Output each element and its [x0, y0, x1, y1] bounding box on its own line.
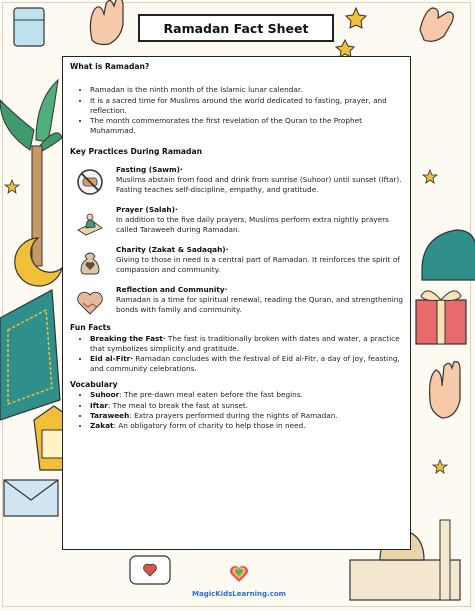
star-icon: [346, 8, 366, 28]
section-heading-practices: Key Practices During Ramadan: [70, 146, 202, 156]
list-item: [90, 401, 404, 411]
term: Taraweeh: [90, 410, 130, 420]
list-item: [90, 334, 404, 354]
glass-icon: [14, 8, 44, 46]
practice-text: In addition to the five daily prayers, Muslims perform extra nightly prayers called Taraweeh during Ramadan.: [116, 215, 389, 235]
palm-tree-icon: [0, 80, 62, 266]
term: Iftar: [90, 400, 108, 410]
practice-fasting: [70, 165, 404, 196]
envelope-icon: [4, 480, 58, 516]
definition: : An obligatory form of charity to help those in need.: [113, 420, 306, 430]
section-heading-vocabulary: Vocabulary: [70, 379, 118, 389]
practice-title: Charity (Zakat & Sadaqah)·: [116, 245, 229, 255]
list-item: [90, 390, 404, 400]
list-item: [90, 354, 404, 374]
practice-charity: [70, 245, 404, 276]
term: Eid al-Fitr·: [90, 353, 134, 363]
practice-title: Reflection and Community·: [116, 285, 228, 295]
speech-bubble-icon: [130, 556, 170, 584]
gift-box-icon: [416, 291, 466, 344]
practice-text: Muslims abstain from food and drink from sunrise (Suhoor) until sunset (Iftar). Fasting teaches self-discipline, empathy, and gratitude.: [116, 175, 402, 195]
section-heading-what: What is Ramadan?: [70, 62, 150, 71]
star-icon: [433, 460, 447, 473]
hand-icon: [420, 8, 453, 41]
hand-icon: [430, 362, 460, 418]
footer: [184, 565, 294, 598]
title-box: [138, 14, 334, 42]
list-item: [90, 411, 404, 421]
term: Breaking the Fast·: [90, 333, 166, 343]
vocabulary-list: [70, 390, 404, 430]
section-heading-fun-facts: Fun Facts: [70, 323, 111, 333]
hand-icon: [90, 0, 123, 45]
handshake-heart-icon: [76, 288, 104, 316]
definition: Ramadan concludes with the festival of Eid al-Fitr, a day of joy, feasting, and community celebrations.: [90, 353, 400, 373]
page-title: Ramadan Fact Sheet: [163, 20, 309, 36]
practice-text: Ramadan is a time for spiritual renewal, reading the Quran, and strengthening bonds with family and community.: [116, 295, 404, 315]
star-icon: [336, 40, 354, 57]
list-item: • The month commemorates the first revelation of the Quran to the Prophet Muhammad.: [90, 116, 404, 136]
list-item: [90, 421, 404, 431]
practice-prayer: [70, 205, 404, 236]
list-item: • Ramadan is the ninth month of the Islamic lunar calendar.: [90, 85, 404, 95]
practice-reflection: [70, 285, 404, 316]
list-item: • It is a sacred time for Muslims around the world dedicated to fasting, prayer, and reflection.: [90, 96, 404, 116]
practice-title: Prayer (Salah)·: [116, 205, 178, 215]
star-icon: [423, 170, 437, 183]
practice-title: Fasting (Sawm)·: [116, 165, 183, 175]
star-icon: [5, 180, 19, 193]
prayer-mat-icon: [76, 208, 104, 236]
definition: : The meal to break the fast at sunset.: [107, 400, 249, 410]
term: Zakat: [90, 420, 114, 430]
no-food-icon: [76, 168, 104, 196]
rainbow-heart-logo-icon: [229, 565, 249, 583]
fact-sheet-content: [62, 56, 411, 550]
term: Suhoor: [90, 390, 120, 400]
definition: The fast is traditionally broken with dates and water, a practice that symbolizes simplicity and gratitude.: [90, 333, 400, 353]
charity-bag-icon: [76, 248, 104, 276]
prayer-rug-icon: [0, 290, 60, 420]
fun-facts-list: [70, 334, 404, 374]
definition: : The pre-dawn meal eaten before the fast begins.: [119, 390, 303, 400]
practice-text: Giving to those in need is a central part of Ramadan. It reinforces the spirit of compassion and community.: [116, 255, 400, 275]
mosque-dome-icon: [422, 230, 475, 280]
website-link[interactable]: MagicKidsLearning.com: [192, 590, 286, 598]
what-list: [70, 85, 404, 135]
definition: : Extra prayers performed during the nights of Ramadan.: [129, 410, 338, 420]
